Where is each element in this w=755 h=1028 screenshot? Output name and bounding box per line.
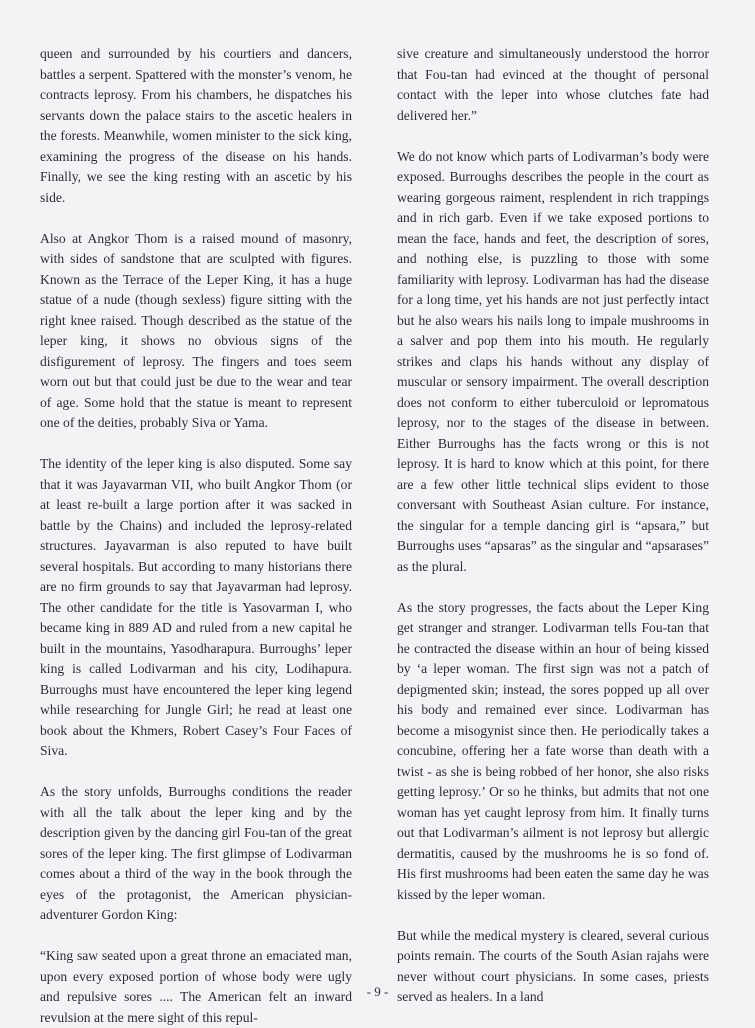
paragraph: As the story unfolds, Burroughs conditions the reader with all the talk about the leper king and by the description given by the dancing girl Fou-tan of the great sores of the leper king. The first glimpse of Lodivarman comes about a third of the way in the book through the eyes of the protagonist, the American physician-adventurer Gordon King: <box>40 784 352 922</box>
paragraph: As the story progresses, the facts about the Leper King get stranger and stranger. Lodivarman tells Fou-tan that he contracted the disease within an hour of being kissed by ‘a leper woman. The first sign was not a patch of depigmented skin; instead, the sores popped up all over his body and remained ever since. Lodivarman has become a misogynist since then. He periodically takes a concubine, offering her a fate worse than death with a twist - as she is being robbed of her honor, she also risks getting leprosy.’ Or so he thinks, but admits that not one woman has yet caught leprosy from him. It finally turns out that Lodivarman’s ailment is not leprosy but allergic dermatitis, caused by the mushrooms he is so fond of. His first mushrooms had been eaten the same day he was kissed by the leper woman. <box>397 599 709 902</box>
paragraph: Also at Angkor Thom is a raised mound of masonry, with sides of sandstone that are sculpted with figures. Known as the Terrace of the Leper King, it has a huge statue of a nude (though sexless) figure sitting with the right knee raised. Though described as the statue of the leper king, it shows no obvious signs of the disfigurement of leprosy. The fingers and toes seem worn out but that could just be due to the wear and tear of age. Some hold that the statue is meant to represent one of the deities, probably Siva or Yama. <box>40 230 352 430</box>
left-column <box>40 44 352 1028</box>
paragraph: We do not know which parts of Lodivarman’s body were exposed. Burroughs describes the people in the court as wearing gorgeous raiment, resplendent in rich trappings and in rich garb. Even if we take exposed portions to mean the face, hands and feet, the description of sores, and nothing else, is puzzling to those with some familiarity with leprosy. Lodivarman has had the disease for a long time, yet his hands are not just perfectly intact but he also wears his nails long to impale mushrooms in a salver and pop them into his mouth. He regularly strikes and claps his hands without any display of muscular or sensory impairment. The overall description does not conform to either tuberculoid or lepromatous leprosy, nor to the stages of the disease in between. Either Burroughs has the facts wrong or this is not leprosy. It is hard to know which at this point, for there are a few other little technical slips evident to those conversant with Southeast Asian culture. For instance, the singular for a temple dancing girl is “apsara,” but Burroughs uses “apsaras” as the singular and “apsarases” as the plural. <box>397 148 709 574</box>
page-number: - 9 - <box>366 984 389 999</box>
paragraph: But while the medical mystery is cleared, several curious points remain. The courts of the South Asian rajahs were never without court physicians. In some cases, priests served as healers. In a land <box>397 927 709 1004</box>
paragraph: queen and surrounded by his courtiers and dancers, battles a serpent. Spattered with the monster’s venom, he contracts leprosy. From his chambers, he dispatches his servants down the palace stairs to the ascetic healers in the forests. Meanwhile, women minister to the sick king, examining the progress of the disease on his hands. Finally, we see the king resting with an ascetic by his side. <box>40 46 352 205</box>
paragraph: sive creature and simultaneously understood the horror that Fou-tan had evinced at the thought of personal contact with the leper into whose clutches fate had delivered her.” <box>397 46 709 123</box>
right-column <box>397 44 709 1008</box>
paragraph: The identity of the leper king is also disputed. Some say that it was Jayavarman VII, who built Angkor Thom (or at least re-built a large portion after it was sacked in battle by the Chains) and included the leprosy-related structures. Jayavarman is also reputed to have built several hospitals. But according to many historians there are no firm grounds to say that Jayavarman had leprosy. The other candidate for the title is Yasovarman I, who became king in 889 AD and ruled from a new capital he built in the mountains, Yasodharapura. Burroughs’ leper king is called Lodivarman and his city, Lodihapura. Burroughs must have encountered the leper king legend while researching for Jungle Girl; he read at least one book about the Khmers, Robert Casey’s Four Faces of Siva. <box>40 456 352 758</box>
paragraph: “King saw seated upon a great throne an emaciated man, upon every exposed portion of whose body were ugly and repulsive sores .... The American felt an inward revulsion at the mere sight of this repul- <box>40 948 352 1025</box>
